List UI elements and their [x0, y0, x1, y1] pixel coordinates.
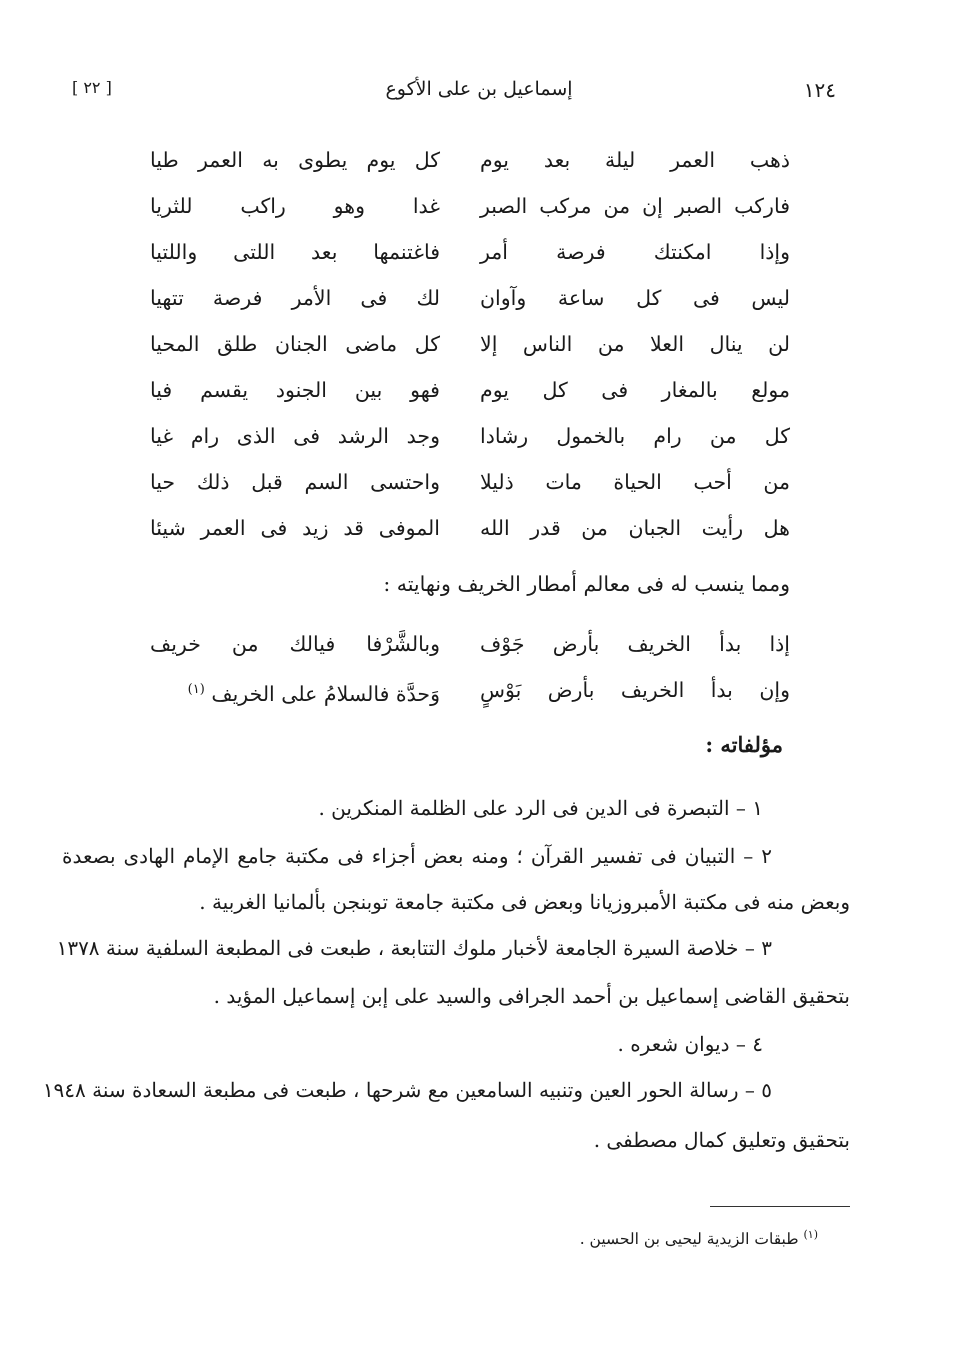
work-item-5-continued: بتحقيق وتعليق كمال مصطفى .: [593, 1128, 850, 1152]
verse-first-hemistich: وإن بدأ الخريف بأرض بَوْسٍ: [480, 678, 790, 702]
verse-second-hemistich: الموفى قد زيد فى العمر شيئا: [150, 516, 440, 540]
verse: [130, 140, 790, 186]
verse-second-hemistich: وبالشَّرْفا فيالك من خريف: [150, 632, 440, 656]
verse: [130, 416, 790, 462]
footnote-divider: [710, 1206, 850, 1207]
verse-second-hemistich: فاغتنمها بعد اللتى واللتيا: [150, 240, 440, 264]
verse: [130, 670, 790, 716]
entry-number: [ ٢٢ ]: [72, 78, 112, 97]
verse-second-hemistich: [150, 670, 440, 714]
verse-first-hemistich: فاركب الصبر إن من مركب الصبر: [480, 194, 790, 218]
footnote-reference: (١): [187, 682, 205, 697]
verse-second-hemistich: واحتسى السم قبل ذلك حيا: [150, 470, 440, 494]
poem-verses: [130, 140, 790, 554]
verse-first-hemistich: من أحب الحياة مات ذليلا: [480, 470, 790, 494]
verse-first-hemistich: وإذا امكنتك فرصة أمر: [480, 240, 790, 264]
works-heading: مؤلفاته :: [705, 732, 783, 757]
verse: [130, 324, 790, 370]
verse-first-hemistich: ذهب العمر ليلة بعد يوم: [480, 148, 790, 172]
verse-second-hemistich-text: وَحدَّة فالسلامُ على الخريف: [211, 681, 440, 706]
work-item-1: ١ – التبصرة فى الدين فى الرد على الظلمة المنكرين .: [318, 796, 763, 820]
running-title: إسماعيل بن على الأكوع: [385, 78, 573, 100]
footnote: [580, 1228, 818, 1248]
footnote-text: طبقات الزيدية ليحيى بن الحسين .: [579, 1230, 799, 1249]
verse: [130, 624, 790, 670]
verse-first-hemistich: ليس فى كل ساعة وآوان: [480, 286, 790, 310]
verse-first-hemistich: لن ينال العلا من الناس إلا: [480, 332, 790, 356]
work-item-2: ٢ – التبيان فى تفسير القرآن ؛ ومنه بعض أجزاء فى مكتبة جامع الإمام الهادى بصعدة: [62, 844, 772, 868]
verse-first-hemistich: مولع بالمغار فى كل يوم: [480, 378, 790, 402]
verse: [130, 278, 790, 324]
verse: [130, 232, 790, 278]
verse-second-hemistich: فهو بين الجنود يقسم فيا: [150, 378, 440, 402]
work-item-2-continued: وبعض منه فى مكتبة الأمبروزيانا وبعض فى مكتبة جامعة توبنجن بألمانيا الغربية .: [199, 890, 850, 914]
work-item-3-continued: بتحقيق القاضى إسماعيل بن أحمد الجرافى والسيد على إبن إسماعيل المؤيد .: [213, 984, 850, 1008]
verse: [130, 462, 790, 508]
work-item-3: ٣ – خلاصة السيرة الجامعة لأخبار ملوك التتابعة ، طبعت فى المطبعة السلفية سنة ١٣٧٨: [56, 936, 772, 960]
work-item-4: ٤ – ديوان شعره .: [617, 1032, 763, 1056]
page-number: ١٢٤: [803, 78, 836, 102]
work-item-5: ٥ – رسالة الحور العين وتنبيه السامعين مع شرحها ، طبعت فى مطبعة السعادة سنة ١٩٤٨: [42, 1078, 772, 1102]
autumn-verses: [130, 624, 790, 716]
verse-second-hemistich: لك فى الأمر فرصة تتهيا: [150, 286, 440, 310]
verse-second-hemistich: كل يوم يطوى به العمر طيا: [150, 148, 440, 172]
verse-first-hemistich: كل من رام بالخمول رشادا: [480, 424, 790, 448]
verse: [130, 186, 790, 232]
verse-first-hemistich: إذا بدأ الخريف بأرض جَوْف: [480, 632, 790, 656]
footnote-mark: (١): [803, 1228, 818, 1241]
verse-second-hemistich: غدا وهو راكب للثريا: [150, 194, 440, 218]
intro-line: ومما ينسب له فى معالم أمطار الخريف ونهايته :: [383, 572, 790, 596]
verse-second-hemistich: كل ماضى الجنان طلق المحيا: [150, 332, 440, 356]
verse: [130, 508, 790, 554]
verse: [130, 370, 790, 416]
verse-first-hemistich: هل رأيت الجبان من قدر الله: [480, 516, 790, 540]
verse-second-hemistich: وجد الرشد فى الذى رام غيا: [150, 424, 440, 448]
